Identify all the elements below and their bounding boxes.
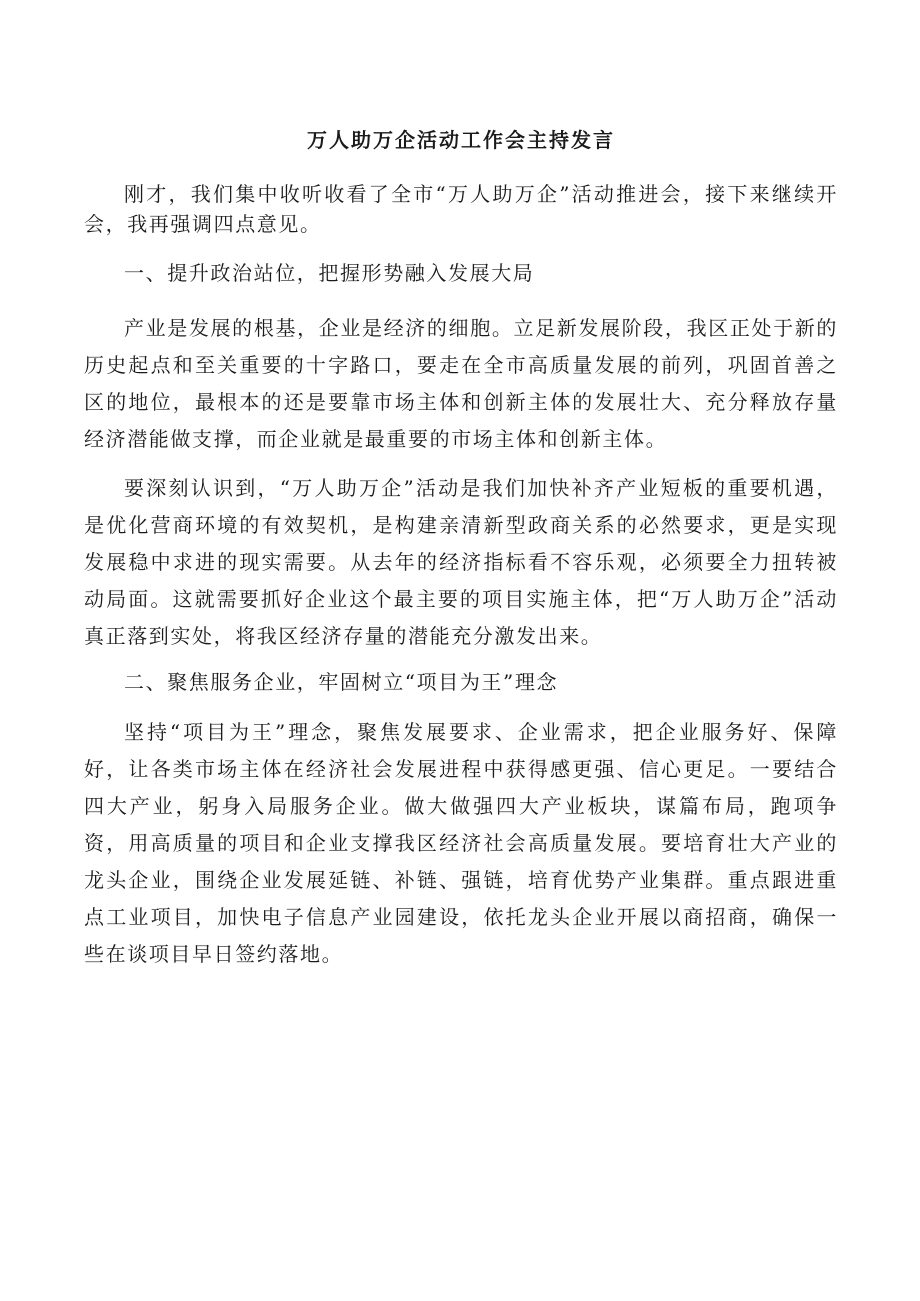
section-heading-1: 一、提升政治站位，把握形势融入发展大局 (124, 261, 535, 285)
intro-paragraph: 刚才，我们集中收听收看了全市“万人助万企”活动推进会，接下来继续开会，我再强调四点意见。 (84, 182, 838, 236)
body-paragraph: 产业是发展的根基，企业是经济的细胞。立足新发展阶段，我区正处于新的历史起点和至关重要的十字路口，要走在全市高质量发展的前列，巩固首善之区的地位，最根本的还是要靠市场主体和创新主体的发展壮大、充分释放存量经济潜能做支撑，而企业就是最重要的市场主体和创新主体。 (84, 316, 838, 451)
section-heading-2: 二、聚焦服务企业，牢固树立“项目为王”理念 (124, 670, 559, 694)
body-paragraph: 要深刻认识到，“万人助万企”活动是我们加快补齐产业短板的重要机遇，是优化营商环境的有效契机，是构建亲清新型政商关系的必然要求，更是实现发展稳中求进的现实需要。从去年的经济指标看不容乐观，必须要全力扭转被动局面。这就需要抓好企业这个最主要的项目实施主体，把“万人助万企”活动真正落到实处，将我区经济存量的潜能充分激发出来。 (84, 476, 838, 648)
body-paragraph: 坚持“项目为王”理念，聚焦发展要求、企业需求，把企业服务好、保障好，让各类市场主体在经济社会发展进程中获得感更强、信心更足。一要结合四大产业，躬身入局服务企业。做大做强四大产业板块，谋篇布局，跑项争资，用高质量的项目和企业支撑我区经济社会高质量发展。要培育壮大产业的龙头企业，围绕企业发展延链、补链、强链，培育优势产业集群。重点跟进重点工业项目，加快电子信息产业园建设，依托龙头企业开展以商招商，确保一些在谈项目早日签约落地。 (84, 720, 838, 966)
document-title: 万人助万企活动工作会主持发言 (307, 128, 615, 152)
